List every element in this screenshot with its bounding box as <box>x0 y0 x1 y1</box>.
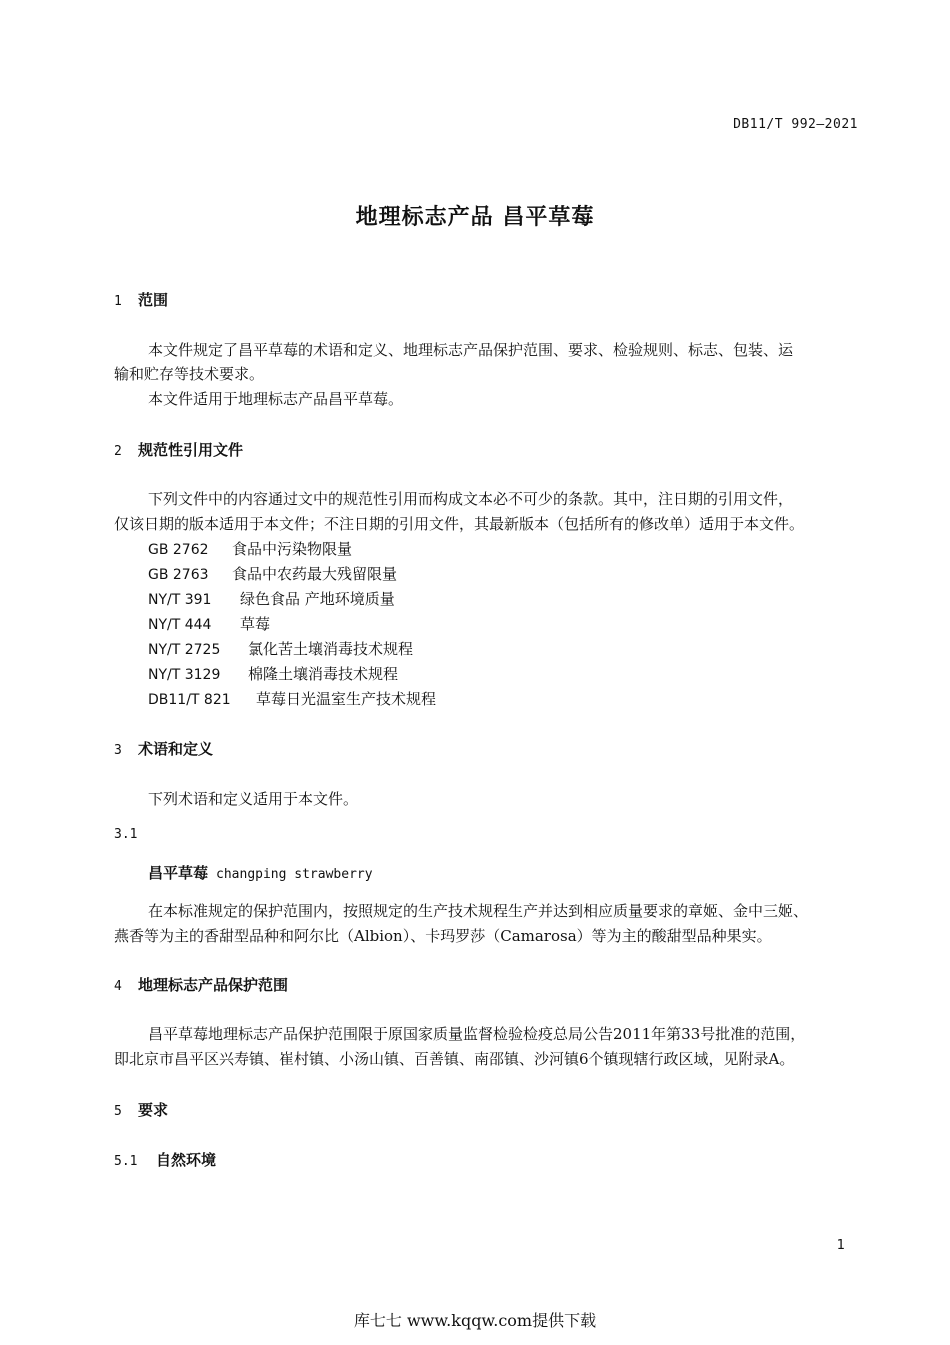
section-title: 地理标志产品保护范围 <box>138 976 289 994</box>
term-definition-line: 在本标准规定的保护范围内，按照规定的生产技术规程生产并达到相应质量要求的章姬、金中三姬、 <box>148 902 809 920</box>
section-number: 5 <box>114 1104 122 1119</box>
reference-item <box>148 688 436 709</box>
terms-intro: 下列术语和定义适用于本文件。 <box>148 790 359 808</box>
reference-item <box>148 663 398 684</box>
section-title: 范围 <box>138 291 169 309</box>
section-number: 2 <box>114 444 122 459</box>
section-number: 1 <box>114 294 122 309</box>
footer-watermark: 库七七 www.kqqw.com提供下载 <box>353 1311 597 1330</box>
section-title: 规范性引用文件 <box>138 441 244 459</box>
reference-code: GB 2762 <box>148 542 209 558</box>
reference-code: DB11/T 821 <box>148 692 231 708</box>
standard-code: DB11/T 992—2021 <box>733 117 858 132</box>
section-title: 要求 <box>138 1101 169 1119</box>
scope-paragraph-line: 本文件规定了昌平草莓的术语和定义、地理标志产品保护范围、要求、检验规则、标志、包装、运 <box>148 341 794 359</box>
subsection-heading-natural-environment <box>114 1149 216 1170</box>
section-heading-protection <box>114 974 288 995</box>
reference-item <box>148 538 352 559</box>
scope-paragraph-line: 本文件适用于地理标志产品昌平草莓。 <box>148 390 404 408</box>
section-heading-normative <box>114 439 243 460</box>
section-number: 5.1 <box>114 1154 138 1169</box>
section-title: 术语和定义 <box>138 740 214 758</box>
reference-item <box>148 638 413 659</box>
reference-item <box>148 613 270 634</box>
document-title: 地理标志产品 昌平草莓 <box>355 205 595 230</box>
normative-paragraph-line: 下列文件中的内容通过文中的规范性引用而构成文本必不可少的条款。其中，注日期的引用文件， <box>148 490 794 508</box>
term-definition-line: 燕香等为主的香甜型品种和阿尔比（Albion）、卡玛罗莎（Camarosa）等为主的酸甜型品种果实。 <box>114 927 772 945</box>
reference-name: 食品中农药最大残留限量 <box>232 565 398 583</box>
reference-name: 草莓 <box>240 615 271 633</box>
reference-item <box>148 588 395 609</box>
reference-code: NY/T 391 <box>148 592 212 608</box>
scope-paragraph-line: 输和贮存等技术要求。 <box>114 365 265 383</box>
reference-code: NY/T 2725 <box>148 642 221 658</box>
page-number: 1 <box>836 1238 845 1253</box>
term-english: changping strawberry <box>216 867 373 882</box>
term-entry <box>148 862 373 883</box>
reference-name: 食品中污染物限量 <box>232 540 353 558</box>
reference-name: 绿色食品 产地环境质量 <box>240 590 395 608</box>
section-heading-requirements <box>114 1099 168 1120</box>
protection-paragraph-line: 即北京市昌平区兴寿镇、崔村镇、小汤山镇、百善镇、南邵镇、沙河镇6个镇现辖行政区域，见附录A。 <box>114 1050 795 1068</box>
reference-item <box>148 563 397 584</box>
term-chinese: 昌平草莓 <box>148 864 209 882</box>
reference-code: NY/T 444 <box>148 617 212 633</box>
reference-code: NY/T 3129 <box>148 667 221 683</box>
normative-paragraph-line: 仅该日期的版本适用于本文件；不注日期的引用文件，其最新版本（包括所有的修改单）适用于本文件。 <box>114 515 805 533</box>
section-heading-terms <box>114 738 213 759</box>
section-number: 4 <box>114 979 122 994</box>
section-number: 3 <box>114 743 122 758</box>
section-title: 自然环境 <box>156 1151 217 1169</box>
section-heading-scope <box>114 289 168 310</box>
term-number: 3.1 <box>114 827 138 842</box>
reference-name: 氯化苦土壤消毒技术规程 <box>248 640 414 658</box>
reference-name: 草莓日光温室生产技术规程 <box>256 690 437 708</box>
protection-paragraph-line: 昌平草莓地理标志产品保护范围限于原国家质量监督检验检疫总局公告2011年第33号批准的范围， <box>148 1025 806 1043</box>
reference-name: 棉隆土壤消毒技术规程 <box>248 665 399 683</box>
reference-code: GB 2763 <box>148 567 209 583</box>
